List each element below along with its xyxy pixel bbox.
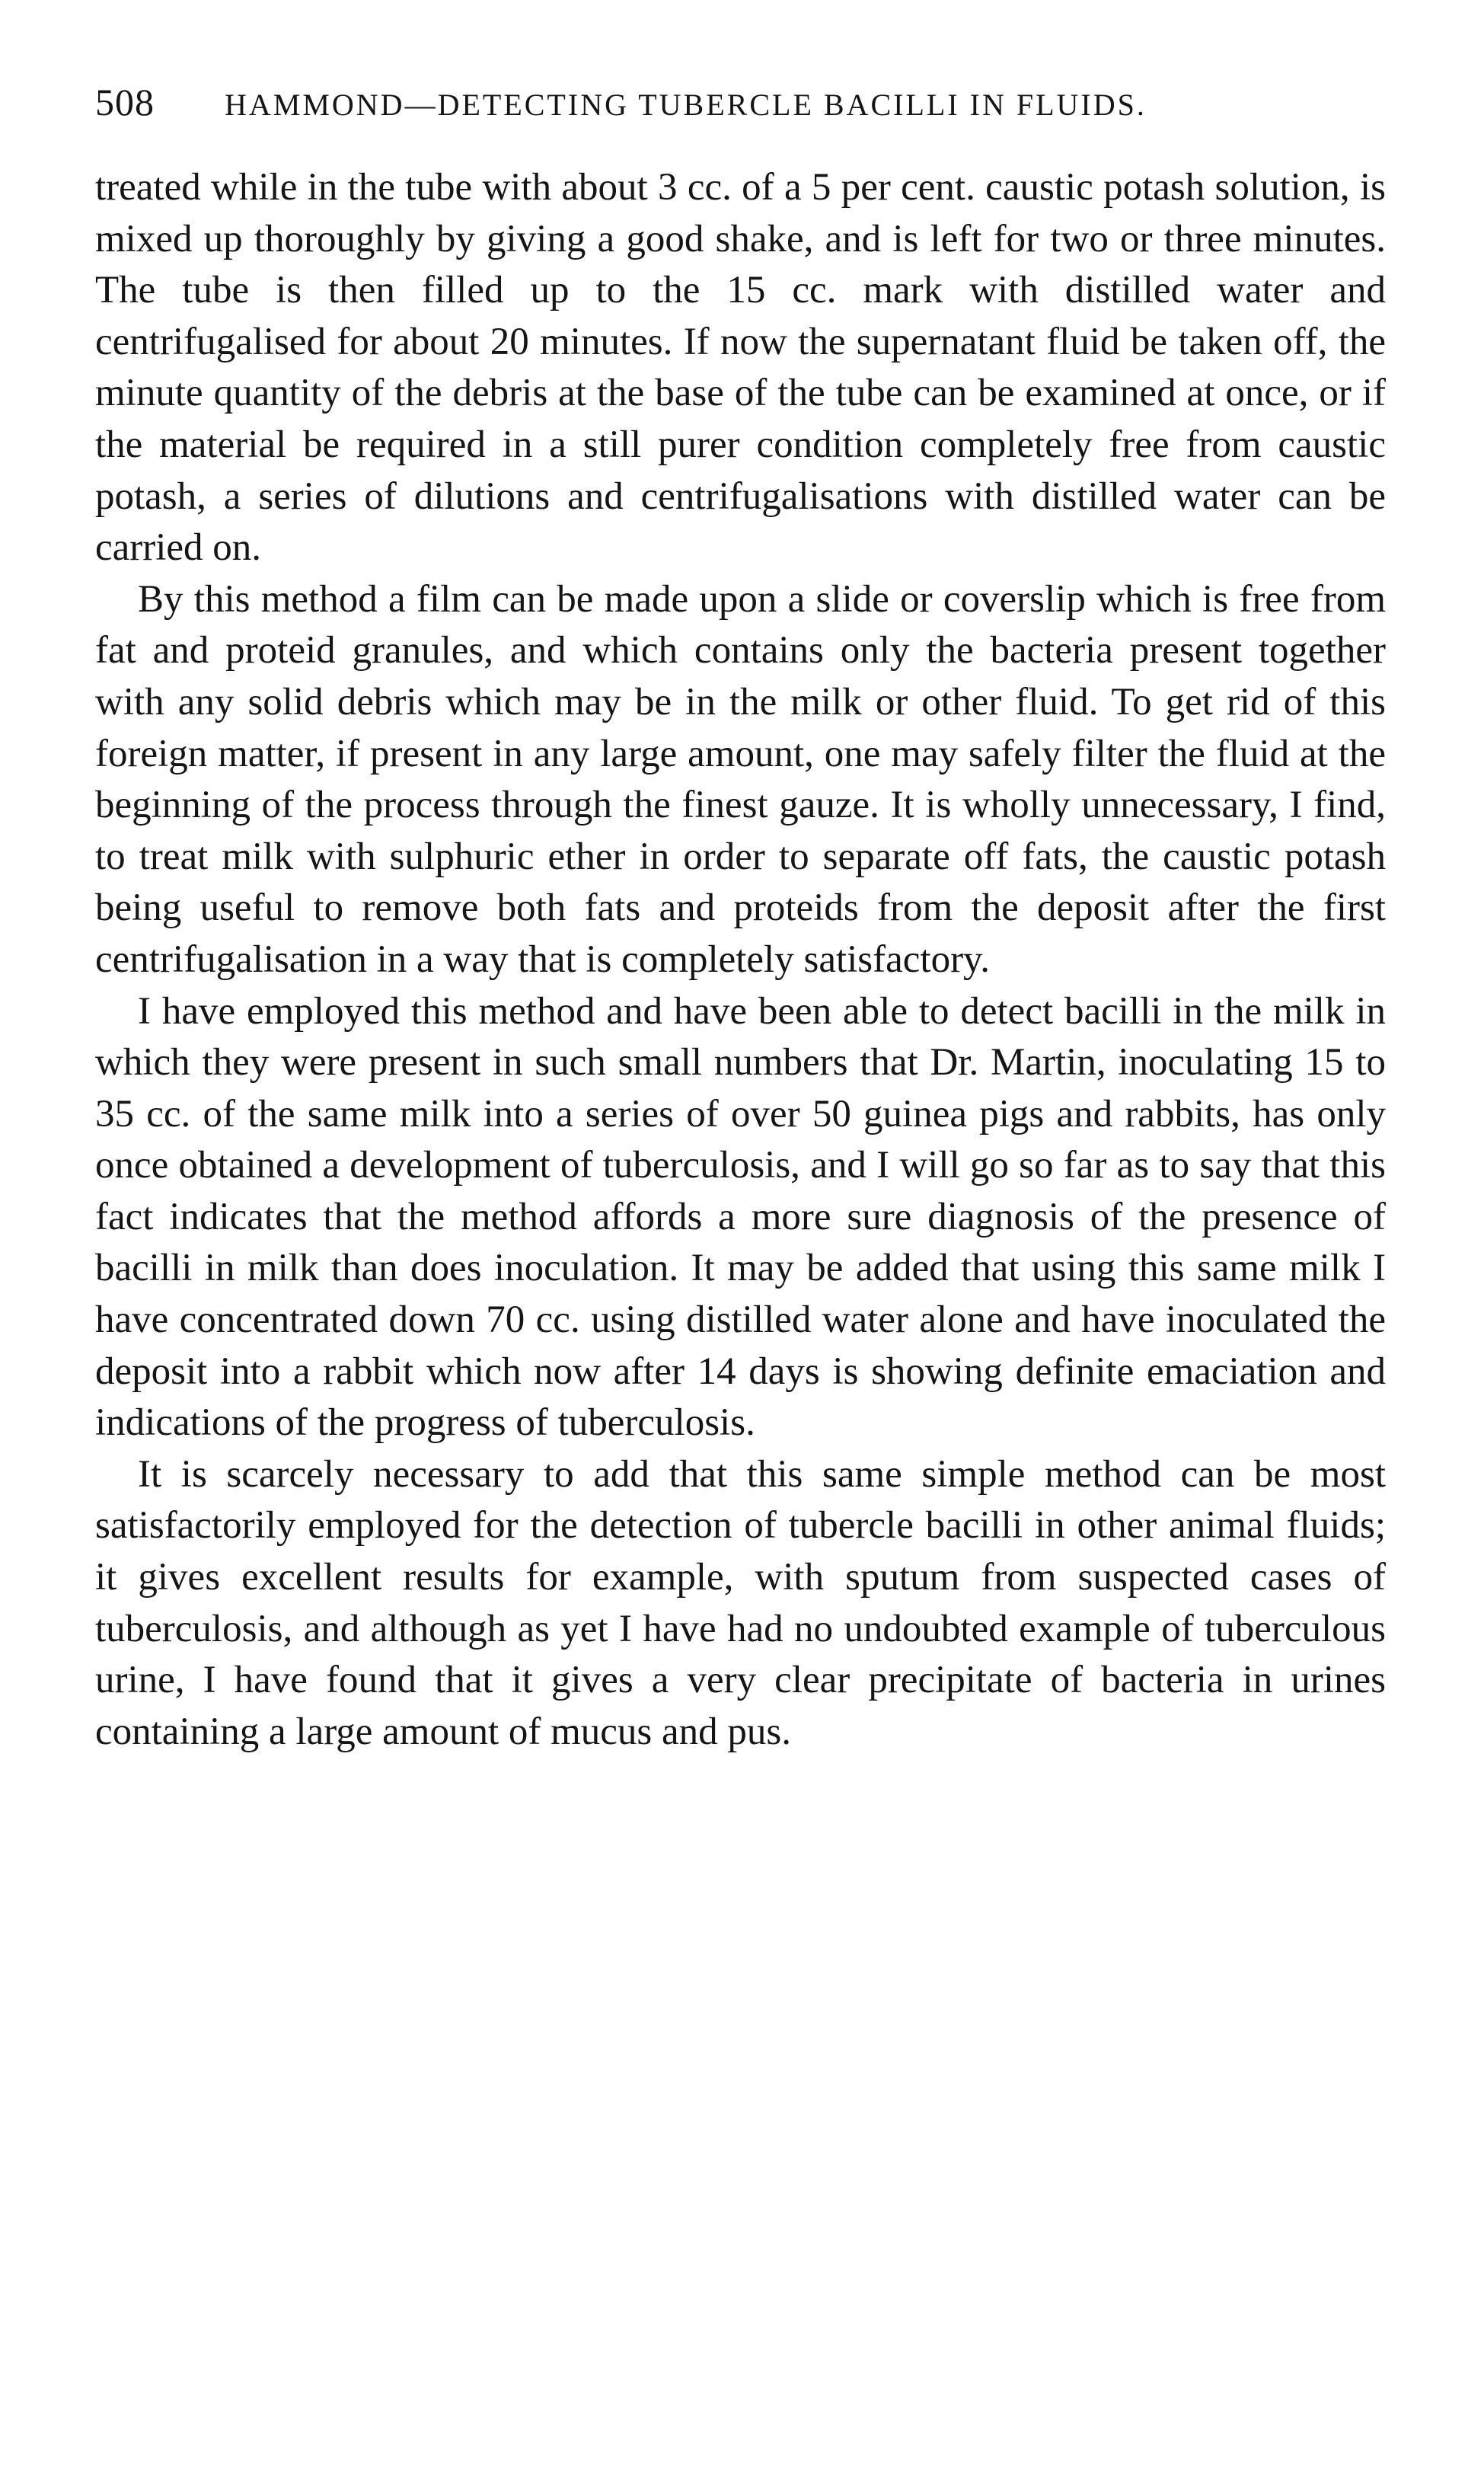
- running-head: [95, 80, 1386, 133]
- body-text: [95, 162, 1386, 1758]
- running-title: HAMMOND—DETECTING TUBERCLE BACILLI IN FLUIDS.: [225, 88, 1147, 122]
- page-number: 508: [95, 81, 155, 123]
- paragraph: I have employed this method and have been able to detect bacilli in the milk in which they were present in such small numbers that Dr. Martin, inoculating 15 to 35 cc. of the same milk into a series of over 50 guinea pigs and rabbits, has only once obtained a development of tuberculosis, and I will go so far as to say that this fact indicates that the method affords a more sure diagnosis of the presence of bacilli in milk than does inoculation. It may be added that using this same milk I have concentrated down 70 cc. using distilled water alone and have inoculated the deposit into a rabbit which now after 14 days is showing definite emaciation and indications of the progress of tuberculosis.: [95, 989, 1386, 1445]
- book-page: [95, 80, 1386, 1758]
- paragraph: By this method a film can be made upon a slide or coverslip which is free from fat and proteid granules, and which contains only the bacteria present together with any solid debris which may be in the milk or other fluid. To get rid of this foreign matter, if present in any large amount, one may safely filter the fluid at the beginning of the process through the finest gauze. It is wholly unnecessary, I find, to treat milk with sulphuric ether in order to separate off fats, the caustic potash being useful to remove both fats and proteids from the deposit after the first centrifugalisation in a way that is completely satisfactory.: [95, 577, 1386, 981]
- paragraph-continued: treated while in the tube with about 3 cc. of a 5 per cent. caustic potash solution, is mixed up thoroughly by giving a good shake, and is left for two or three minutes. The tube is then filled up to the 15 cc. mark with distilled water and centrifugalised for about 20 minutes. If now the supernatant fluid be taken off, the minute quantity of the debris at the base of the tube can be examined at once, or if the material be required in a still purer condition completely free from caustic potash, a series of dilutions and centrifugalisations with distilled water can be carried on.: [95, 166, 1386, 570]
- paragraph: It is scarcely necessary to add that this same simple method can be most satisfactorily employed for the detection of tubercle bacilli in other animal fluids; it gives excellent results for example, with sputum from suspected cases of tuberculosis, and although as yet I have had no undoubted example of tuberculous urine, I have found that it gives a very clear precipitate of bacteria in urines containing a large amount of mucus and pus.: [95, 1452, 1386, 1753]
